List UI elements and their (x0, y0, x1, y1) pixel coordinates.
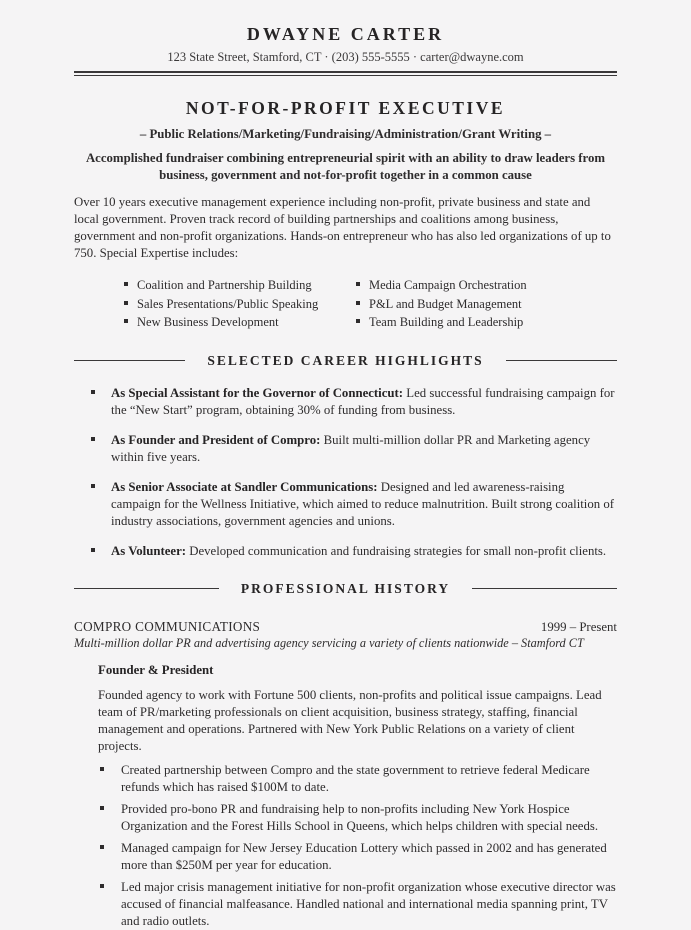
expertise-label: New Business Development (137, 315, 279, 329)
title-block (74, 98, 617, 184)
list-item (356, 276, 527, 294)
list-item (124, 276, 356, 294)
bullet-icon (124, 301, 128, 305)
career-highlights-list (74, 385, 617, 560)
list-item (91, 432, 617, 466)
bullet-icon (100, 884, 104, 888)
list-item (356, 313, 527, 331)
candidate-name: DWAYNE CARTER (246, 24, 445, 44)
highlight-lead: As Volunteer: (111, 543, 187, 558)
expertise-label: P&L and Budget Management (369, 296, 522, 311)
heading-rule-left (74, 360, 185, 361)
heading-rule-right (506, 360, 617, 361)
expertise-label: Coalition and Partnership Building (137, 278, 312, 292)
firm-description: Multi-million dollar PR and advertising agency servicing a variety of clients nationwide – Stamford CT (74, 635, 584, 650)
job-overview: Founded agency to work with Fortune 500 clients, non-profits and political issue campaigns. Lead team of PR/marketing professionals on client acquisition, business strategy, staffing, financial management and operations. Partnered with New York Public Relations on a variety of client projects. (98, 687, 602, 753)
highlight-text (111, 385, 617, 419)
list-item (100, 801, 617, 835)
list-item (356, 295, 527, 313)
job-bullets-list (100, 762, 617, 930)
bullet-icon (124, 319, 128, 323)
resume-title: NOT-FOR-PROFIT EXECUTIVE (185, 98, 506, 118)
job-bullet-text: Managed campaign for New Jersey Education Lottery which passed in 2002 and has generated more than $250M per year for education. (121, 840, 607, 872)
highlight-text (111, 432, 617, 466)
header-divider (74, 71, 617, 76)
expertise-label: Team Building and Leadership (369, 315, 524, 329)
list-item (100, 840, 617, 874)
bullet-icon (100, 806, 104, 810)
resume-header (74, 24, 617, 76)
section-heading-professional-history (74, 581, 617, 597)
highlight-lead: As Founder and President of Compro: (111, 432, 321, 447)
highlight-text (111, 543, 606, 560)
section-title: SELECTED CAREER HIGHLIGHTS (207, 352, 484, 368)
section-heading-career-highlights (74, 353, 617, 369)
contact-line: 123 State Street, Stamford, CT · (203) 555-5555 · carter@dwayne.com (167, 50, 524, 64)
list-item (100, 762, 617, 796)
highlight-lead: As Senior Associate at Sandler Communications: (111, 479, 378, 494)
job-title: Founder & President (98, 662, 214, 677)
list-item (124, 313, 356, 331)
highlight-body: Led successful fundraising campaign for the “New Start” program, obtaining 30% of funding from business. (111, 385, 615, 417)
section-title: PROFESSIONAL HISTORY (240, 580, 451, 596)
bullet-icon (91, 390, 95, 394)
list-item (100, 879, 617, 930)
bullet-icon (91, 484, 95, 488)
job-entry (74, 619, 617, 930)
highlight-body: Designed and led awareness-raising campaign for the Wellness Initiative, which aimed to reduce malnutrition. Built strong coalition of industry associations, government agencies and unions. (111, 479, 615, 528)
bullet-icon (356, 319, 360, 323)
employment-dates: 1999 – Present (540, 619, 617, 634)
job-bullet-text: Created partnership between Compro and the state government to retrieve federal Medicare refunds which has raised $100M to date. (121, 762, 590, 794)
expertise-list (124, 276, 617, 332)
expertise-label: Media Campaign Orchestration (369, 278, 527, 292)
expertise-column-right (356, 276, 527, 332)
list-item (124, 295, 356, 313)
list-item (91, 543, 617, 560)
highlight-lead: As Special Assistant for the Governor of Connecticut: (111, 385, 404, 400)
highlight-body: Developed communication and fundraising strategies for small non-profit clients. (189, 543, 607, 558)
bullet-icon (91, 437, 95, 441)
summary-paragraph: Over 10 years executive management experience including non-profit, private business and state and local government. Proven track record of building partnerships and coalitions among business, government and non-profit organizations. Hands-on entrepreneur who has also led organizations of up to 750. Special Expertise includes: (74, 195, 611, 260)
job-bullet-text: Led major crisis management initiative for non-profit organization whose executive director was accused of financial malfeasance. Handled national and international media spanning print, TV and radio outlets. (121, 879, 616, 928)
list-item (91, 385, 617, 419)
bullet-icon (100, 845, 104, 849)
employer-row (74, 619, 617, 635)
employer-name: COMPRO COMMUNICATIONS (74, 618, 261, 634)
resume-tagline: Accomplished fundraiser combining entrepreneurial spirit with an ability to draw leaders from business, government and not-for-profit together in a common cause (85, 151, 606, 182)
list-item (91, 479, 617, 530)
expertise-column-left (124, 276, 356, 332)
bullet-icon (356, 282, 360, 286)
heading-rule-right (472, 588, 617, 589)
bullet-icon (124, 282, 128, 286)
bullet-icon (91, 548, 95, 552)
highlight-body: Built multi-million dollar PR and Marketing agency within five years. (111, 432, 591, 464)
resume-subtitle: – Public Relations/Marketing/Fundraising/Administration/Grant Writing – (139, 127, 552, 141)
expertise-label: Sales Presentations/Public Speaking (137, 296, 319, 311)
bullet-icon (100, 767, 104, 771)
bullet-icon (356, 301, 360, 305)
highlight-text (111, 479, 617, 530)
heading-rule-left (74, 588, 219, 589)
job-bullet-text: Provided pro-bono PR and fundraising help to non-profits including New York Hospice Organization and the Forest Hills School in Queens, which helps children with special needs. (121, 801, 599, 833)
